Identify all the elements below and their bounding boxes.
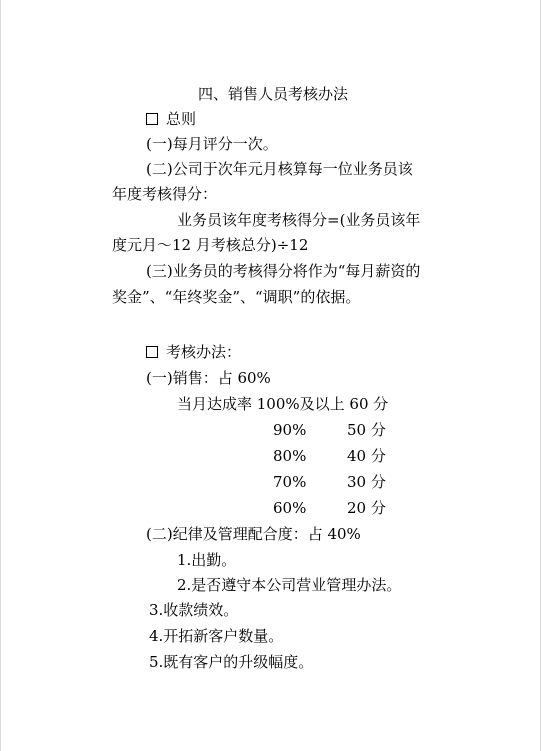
rate-cell: 90% [273, 421, 307, 439]
discipline-point-4: 4.开拓新客户数量。 [149, 627, 284, 645]
discipline-heading: (二)纪律及管理配合度：占 40% [146, 525, 361, 543]
assessment-method-label: 考核办法： [166, 343, 242, 361]
discipline-point-3: 3.收款绩效。 [149, 601, 239, 619]
checkbox-icon [146, 346, 158, 358]
checkbox-icon [146, 113, 158, 125]
rate-cell: 60% [273, 499, 307, 517]
rule-item-2-line-1: (二)公司于次年元月核算每一位业务员该 [146, 160, 413, 178]
rule-item-1: (一)每月评分一次。 [146, 135, 278, 153]
formula-line-1: 业务员该年度考核得分=(业务员该年 [177, 211, 421, 229]
rule-item-2-line-2: 年度考核得分： [112, 185, 218, 203]
score-cell: 50 分 [347, 421, 386, 439]
discipline-point-2: 2.是否遵守本公司营业管理办法。 [177, 576, 402, 594]
sales-heading: (一)销售：占 60% [146, 369, 271, 387]
score-cell: 20 分 [347, 499, 386, 517]
formula-line-2: 度元月～12 月考核总分)÷12 [112, 236, 309, 254]
discipline-point-5: 5.既有客户的升级幅度。 [149, 653, 314, 671]
rule-item-3-line-1: (三)业务员的考核得分将作为“每月薪资的 [146, 262, 421, 280]
general-rules-heading [146, 110, 196, 128]
general-rules-label: 总则 [166, 110, 197, 128]
score-cell: 30 分 [347, 473, 386, 491]
rate-cell: 80% [273, 447, 307, 465]
achievement-rate-line: 当月达成率 100%及以上 60 分 [177, 395, 389, 413]
assessment-method-heading [146, 343, 241, 361]
rule-item-3-line-2: 奖金”、“年终奖金”、“调职”的依据。 [112, 288, 361, 306]
discipline-point-1: 1.出勤。 [177, 551, 237, 569]
rate-cell: 70% [273, 473, 307, 491]
score-cell: 40 分 [347, 447, 386, 465]
section-title: 四、销售人员考核办法 [198, 85, 349, 103]
